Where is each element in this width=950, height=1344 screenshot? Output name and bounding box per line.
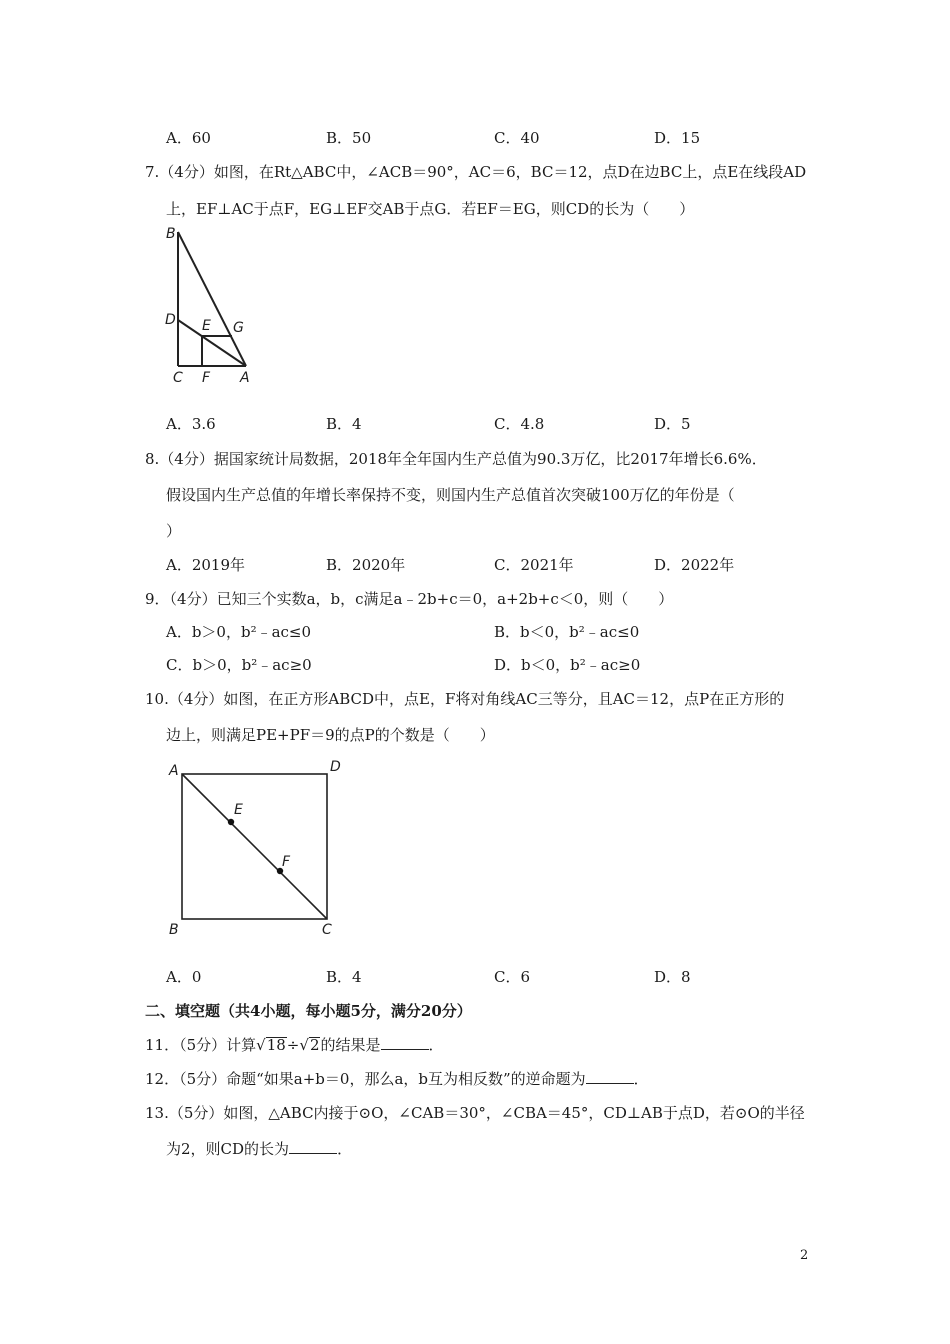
q8-stem-line2: 假设国内生产总值的年增长率保持不变，则国内生产总值首次突破100万亿的年份是（ — [166, 486, 735, 504]
q11-sqrt-symbol-2: √ — [299, 1036, 309, 1054]
q10-label-b: B — [169, 922, 179, 938]
q10-option-d: D．8 — [654, 968, 691, 986]
q10-label-d: D — [330, 759, 341, 775]
q10-stem-line2: 边上，则满足PE+PF＝9的点P的个数是（ ） — [166, 726, 495, 744]
q6-option-d: D．15 — [654, 129, 701, 147]
q6-option-c: C．40 — [494, 129, 540, 147]
q7-label-b: B — [166, 226, 176, 242]
q7-label-f: F — [202, 370, 211, 386]
q11-prefix: 11．（5分）计算 — [145, 1036, 257, 1054]
q8-stem-line1: 8.（4分）据国家统计局数据，2018年全年国内生产总值为90.3万亿，比2017年增长6.6%． — [145, 450, 767, 468]
q10-label-a: A — [169, 763, 179, 779]
q12-stem — [145, 1068, 649, 1089]
q8-option-b: B．2020年 — [326, 556, 406, 574]
q7-label-e: E — [202, 318, 211, 334]
q11-division-sign: ÷ — [286, 1036, 300, 1054]
q7-option-b: B．4 — [326, 415, 362, 433]
q11-radicand-1: 18 — [266, 1036, 286, 1054]
q13-answer-blank[interactable] — [289, 1139, 337, 1154]
q8-option-c: C．2021年 — [494, 556, 574, 574]
q8-option-a: A．2019年 — [166, 556, 246, 574]
q7-stem-line1: 7.（4分）如图，在Rt△ABC中，∠ACB＝90°，AC＝6，BC＝12，点D在边BC上，点E在线段AD — [145, 163, 807, 181]
q9-option-a: A．b＞0，b²﹣ac≤0 — [166, 623, 312, 641]
q8-option-d: D．2022年 — [654, 556, 735, 574]
q13-line2-text: 为2，则CD的长为 — [166, 1140, 290, 1158]
q6-option-a: A．60 — [166, 129, 211, 147]
q10-option-b: B．4 — [326, 968, 362, 986]
q11-sqrt-symbol: √ — [256, 1036, 266, 1054]
q7-label-a: A — [240, 370, 250, 386]
q11-answer-blank[interactable] — [381, 1035, 429, 1050]
q7-triangle-figure — [160, 222, 270, 387]
q6-option-b: B．50 — [326, 129, 372, 147]
q7-option-d: D．5 — [654, 415, 691, 433]
q11-stem — [145, 1034, 444, 1055]
page-number: 2 — [800, 1248, 809, 1263]
q9-stem-line1: 9．（4分）已知三个实数a，b，c满足a﹣2b+c＝0，a+2b+c＜0，则（ ） — [145, 590, 674, 608]
q7-label-d: D — [165, 312, 176, 328]
q10-label-e: E — [234, 802, 243, 818]
q9-option-b: B．b＜0，b²﹣ac≤0 — [494, 623, 640, 641]
q8-stem-line3: ） — [166, 522, 182, 540]
q9-option-d: D．b＜0，b²﹣ac≥0 — [494, 656, 641, 674]
q10-stem-line1: 10.（4分）如图，在正方形ABCD中，点E，F将对角线AC三等分，且AC＝12，点P在正方形的 — [145, 690, 785, 708]
q9-option-c: C．b＞0，b²﹣ac≥0 — [166, 656, 312, 674]
q10-option-c: C．6 — [494, 968, 531, 986]
q12-end: ． — [633, 1070, 649, 1088]
q12-answer-blank[interactable] — [586, 1069, 634, 1084]
q13-stem-line2 — [166, 1138, 352, 1159]
q11-radicand-2: 2 — [309, 1036, 320, 1054]
q10-option-a: A．0 — [166, 968, 202, 986]
q7-option-c: C．4.8 — [494, 415, 545, 433]
q7-label-g: G — [233, 320, 244, 336]
q11-end: ． — [428, 1036, 444, 1054]
q13-stem-line1: 13.（5分）如图，△ABC内接于⊙O，∠CAB＝30°，∠CBA＝45°，CD⊥AB于点D，若⊙O的半径 — [145, 1104, 805, 1122]
q12-text: 12．（5分）命题“如果a+b＝0，那么a，b互为相反数”的逆命题为 — [145, 1070, 586, 1088]
q10-point-e — [228, 819, 234, 825]
q7-option-a: A．3.6 — [166, 415, 216, 433]
q10-square-figure — [160, 754, 360, 940]
q10-label-c: C — [322, 922, 332, 938]
q11-suffix: 的结果是 — [320, 1036, 381, 1054]
q7-label-c: C — [173, 370, 183, 386]
q13-end: ． — [337, 1140, 353, 1158]
section-heading-fill-in: 二、填空题（共4小题，每小题5分，满分20分） — [145, 1002, 472, 1020]
q10-label-f: F — [282, 854, 291, 870]
q7-stem-line2: 上，EF⊥AC于点F，EG⊥EF交AB于点G．若EF＝EG，则CD的长为（ ） — [166, 200, 695, 218]
